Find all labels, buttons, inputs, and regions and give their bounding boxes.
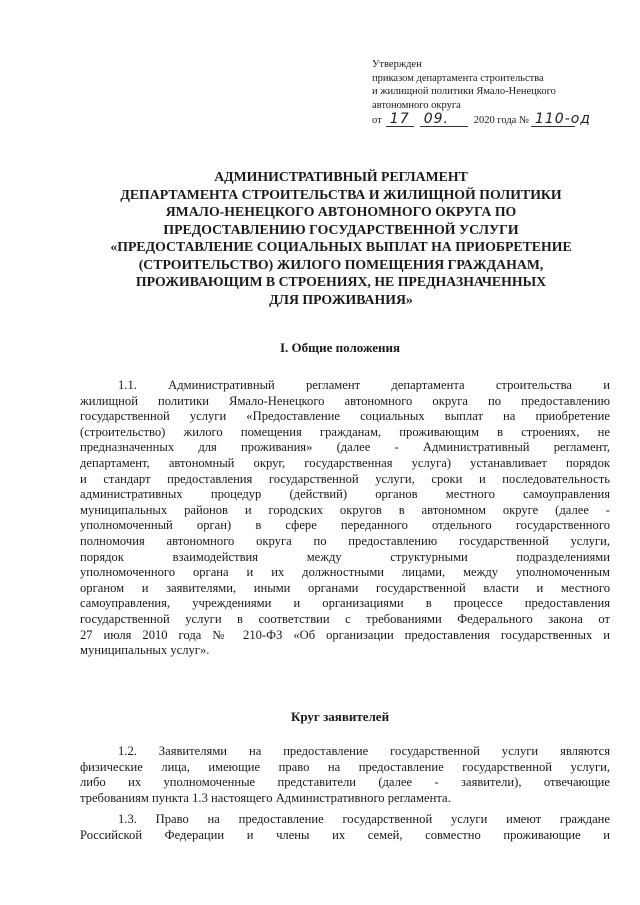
approval-stamp <box>372 58 622 128</box>
paragraph-line: порядок взаимодействия между структурными подразделениями <box>80 549 610 564</box>
paragraph-line: муниципальных услуг». <box>80 643 210 658</box>
paragraph-line: и стандарт предоставления государственной услуги, сроки и последовательность <box>80 471 610 486</box>
paragraph-line: либо их уполномоченные представители (далее - заявители), отвечающие <box>80 775 610 790</box>
handwritten-order-number: 110-од <box>531 112 575 127</box>
paragraph-line: департамент, автономный округ, государственная услуга) устанавливает порядок <box>80 455 610 470</box>
paragraph-line: физические лица, имеющие право на предоставление государственной услуги, <box>80 759 610 774</box>
title-line: ПРОЖИВАЮЩИМ В СТРОЕНИЯХ, НЕ ПРЕДНАЗНАЧЕННЫХ <box>135 274 547 289</box>
year-text: 2020 года № <box>473 115 529 126</box>
title-line: ДЛЯ ПРОЖИВАНИЯ» <box>269 291 413 307</box>
section-heading-general: I. Общие положения <box>280 340 400 355</box>
approval-line: приказом департамента строительства <box>372 72 544 84</box>
document-title <box>86 168 596 308</box>
approval-line: Утвержден <box>372 59 422 70</box>
paragraph-line: Российской Федерации и члены их семей, совместно проживающие и <box>80 827 610 842</box>
paragraph-line: предназначенных для проживания» (далее - Административный регламент, <box>80 440 610 455</box>
paragraph-line: муниципальных районов и городских округов в автономном округе (далее - <box>80 502 610 517</box>
paragraph-line: (строительство) жилого помещения гражданам, проживающим в строениях, не <box>80 424 610 439</box>
paragraph-line: 1.3. Право на предоставление государственной услуги имеют граждане <box>118 812 610 826</box>
approval-line: и жилищной политики Ямало-Ненецкого <box>372 86 556 97</box>
title-line: «ПРЕДОСТАВЛЕНИЕ СОЦИАЛЬНЫХ ВЫПЛАТ НА ПРИОБРЕТЕНИЕ <box>110 239 572 254</box>
approval-date-row <box>372 112 622 128</box>
section-heading-applicants: Круг заявителей <box>290 709 390 724</box>
paragraph-line: 1.1. Административный регламент департамента строительства и <box>118 378 610 392</box>
paragraph-line: полномочия автономного округа по предоставлению государственной услуги, <box>80 533 610 548</box>
paragraph-line: государственной услуги в соответствии с требованиями Федерального закона от <box>80 611 610 626</box>
title-line: ДЕПАРТАМЕНТА СТРОИТЕЛЬСТВА И ЖИЛИЩНОЙ ПОЛИТИКИ <box>120 186 562 202</box>
paragraph-line: уполномоченного органа и их должностными лицами, между уполномоченным <box>80 565 610 580</box>
paragraph-line: 27 июля 2010 года № 210-ФЗ «Об организации предоставления государственных и <box>80 627 610 642</box>
paragraph-line: требованиям пункта 1.3 настоящего Административного регламента. <box>80 790 451 805</box>
title-line: ПРЕДОСТАВЛЕНИЮ ГОСУДАРСТВЕННОЙ УСЛУГИ <box>163 221 519 237</box>
paragraph-line: 1.2. Заявителями на предоставление государственной услуги являются <box>118 744 610 758</box>
title-line: ЯМАЛО-НЕНЕЦКОГО АВТОНОМНОГО ОКРУГА ПО <box>165 204 517 219</box>
paragraph-1-3 <box>80 812 610 843</box>
paragraph-line: самоуправления, учреждениями и организациями в процессе предоставления <box>80 596 610 611</box>
approval-line: автономного округа <box>372 99 461 111</box>
paragraph-line: жилищной политики Ямало-Ненецкого автономного округа по предоставлению <box>80 393 610 408</box>
title-line: АДМИНИСТРАТИВНЫЙ РЕГЛАМЕНТ <box>214 169 468 184</box>
paragraph-line: административных процедур (действий) органов местного самоуправления <box>80 487 610 502</box>
handwritten-month: 09. <box>420 112 468 127</box>
paragraph-line: органом и заявителями, иными органами государственной власти и местного <box>80 580 610 595</box>
date-prefix: от <box>372 115 382 126</box>
paragraph-line: уполномоченный орган) в сфере переданного отдельного государственного <box>80 518 610 533</box>
handwritten-day: 17 <box>386 112 414 127</box>
paragraph-1-1 <box>80 378 610 659</box>
paragraph-line: государственной услуги «Предоставление социальных выплат на приобретение <box>80 409 610 424</box>
paragraph-1-2 <box>80 744 610 806</box>
title-line: (СТРОИТЕЛЬСТВО) ЖИЛОГО ПОМЕЩЕНИЯ ГРАЖДАНАМ, <box>138 256 544 272</box>
